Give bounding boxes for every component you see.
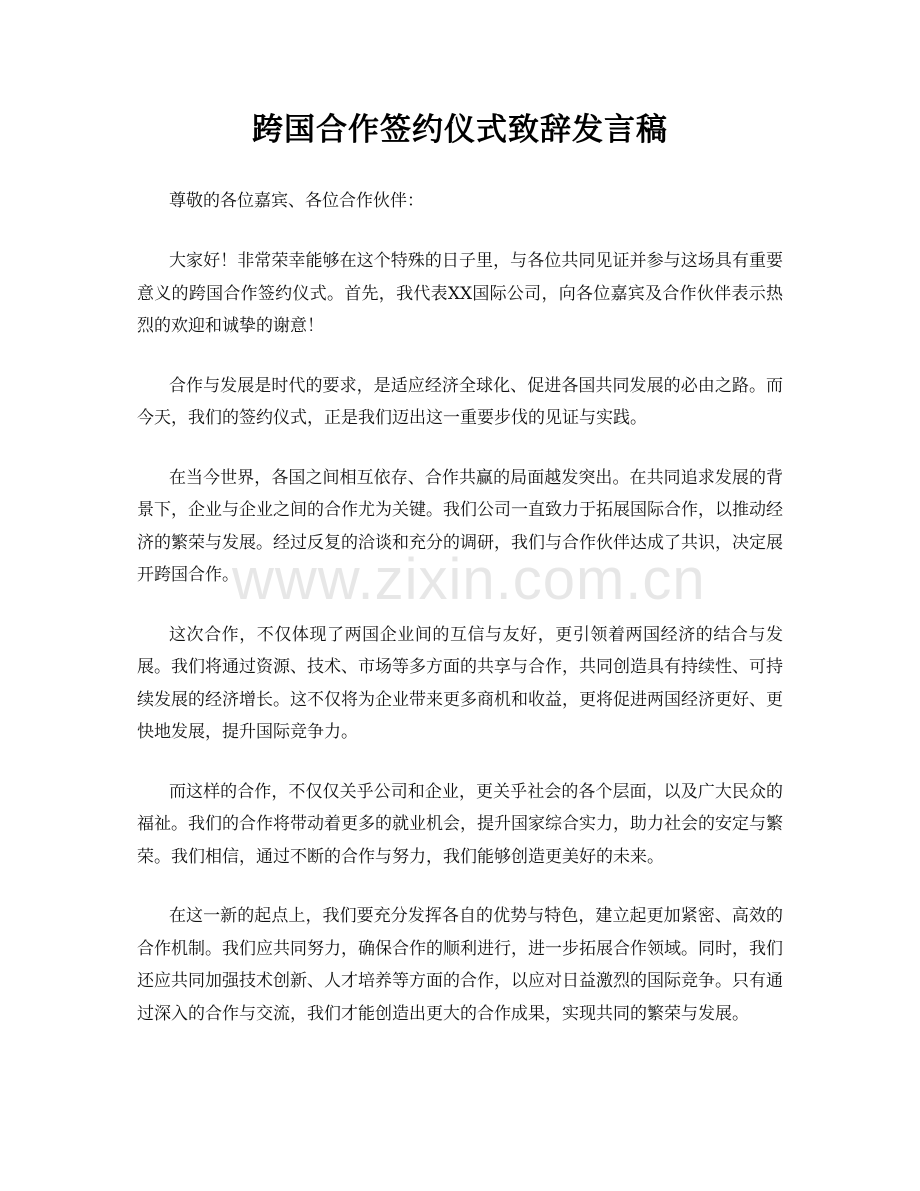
- paragraph-3: 在当今世界，各国之间相互依存、合作共赢的局面越发突出。在共同追求发展的背景下，企业与企业之间的合作尤为关键。我们公司一直致力于拓展国际合作，以推动经济的繁荣与发展。经过反复的洽谈和充分的调研，我们与合作伙伴达成了共识，决定展开跨国合作。: [137, 467, 783, 585]
- paragraph-1: 大家好！非常荣幸能够在这个特殊的日子里，与各位共同见证并参与这场具有重要意义的跨国合作签约仪式。首先，我代表XX国际公司，向各位嘉宾及合作伙伴表示热烈的欢迎和诚挚的谢意！: [137, 251, 783, 336]
- paragraph-2: 合作与发展是时代的要求，是适应经济全球化、促进各国共同发展的必由之路。而今天，我们的签约仪式，正是我们迈出这一重要步伐的见证与实践。: [137, 375, 783, 428]
- document-title: 跨国合作签约仪式致辞发言稿: [252, 112, 668, 148]
- paragraph-4: 这次合作，不仅体现了两国企业间的互信与友好，更引领着两国经济的结合与发展。我们将通过资源、技术、市场等多方面的共享与合作，共同创造具有持续性、可持续发展的经济增长。这不仅将为企业带来更多商机和收益，更将促进两国经济更好、更快地发展，提升国际竞争力。: [137, 624, 783, 742]
- watermark: www.zixin.com.cn: [232, 547, 706, 612]
- salutation: 尊敬的各位嘉宾、各位合作伙伴：: [169, 191, 424, 211]
- paragraph-6: 在这一新的起点上，我们要充分发挥各自的优势与特色，建立起更加紧密、高效的合作机制。我们应共同努力，确保合作的顺利进行，进一步拓展合作领域。同时，我们还应共同加强技术创新、人才培养等方面的合作，以应对日益激烈的国际竞争。只有通过深入的合作与交流，我们才能创造出更大的合作成果，实现共同的繁荣与发展。: [137, 906, 783, 1024]
- document-body: [137, 185, 783, 1057]
- paragraph-5: 而这样的合作，不仅仅关乎公司和企业，更关乎社会的各个层面，以及广大民众的福祉。我们的合作将带动着更多的就业机会，提升国家综合实力，助力社会的安定与繁荣。我们相信，通过不断的合作与努力，我们能够创造更美好的未来。: [137, 781, 783, 867]
